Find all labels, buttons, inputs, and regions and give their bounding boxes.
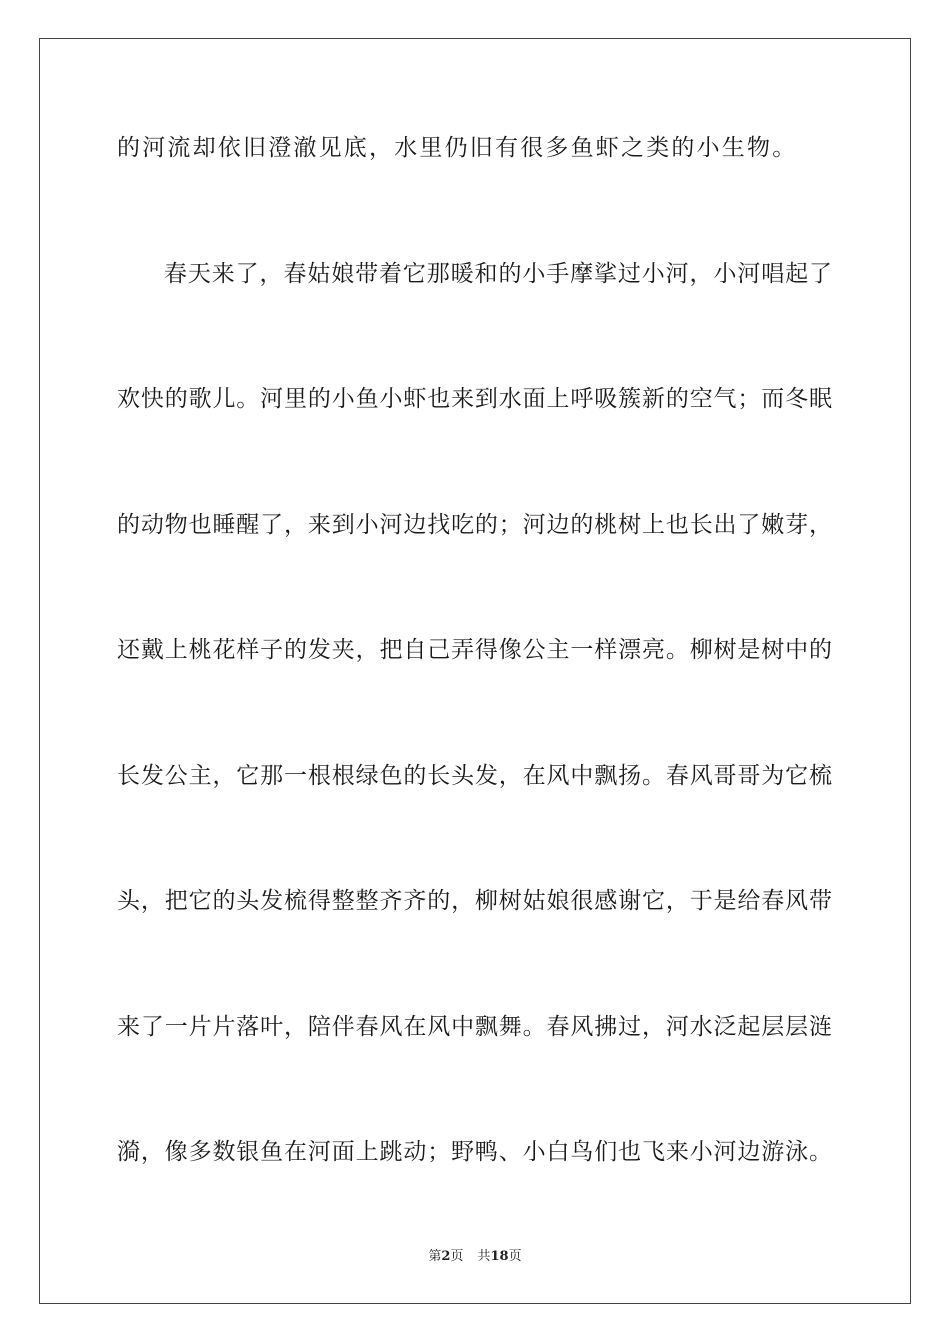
total-pages: 18 bbox=[490, 1249, 509, 1264]
page-prefix: 第 bbox=[428, 1249, 442, 1264]
paragraph-first-line: 春天来了，春姑娘带着它那暖和的小手摩挲过小河，小河唱起了 bbox=[164, 261, 832, 287]
text-line: 的河流却依旧澄澈见底，水里仍旧有很多鱼虾之类的小生物。 bbox=[117, 135, 798, 161]
text-line: 还戴上桃花样子的发夹，把自己弄得像公主一样漂亮。柳树是树中的 bbox=[117, 637, 832, 663]
total-suffix: 页 bbox=[508, 1249, 522, 1264]
page-footer bbox=[0, 1248, 950, 1266]
page-frame bbox=[39, 38, 911, 1304]
page-number: 2 bbox=[441, 1249, 451, 1264]
text-line: 的动物也睡醒了，来到小河边找吃的；河边的桃树上也长出了嫩芽， bbox=[117, 512, 832, 538]
text-line: 欢快的歌儿。河里的小鱼小虾也来到水面上呼吸簇新的空气；而冬眠 bbox=[117, 386, 832, 412]
total-prefix: 共 bbox=[477, 1249, 491, 1264]
text-line: 长发公主，它那一根根绿色的长头发，在风中飘扬。春风哥哥为它梳 bbox=[117, 763, 832, 789]
page-suffix: 页 bbox=[450, 1249, 464, 1264]
text-line: 漪，像多数银鱼在河面上跳动；野鸭、小白鸟们也飞来小河边游泳。 bbox=[117, 1139, 832, 1165]
text-line: 来了一片片落叶，陪伴春风在风中飘舞。春风拂过，河水泛起层层涟 bbox=[117, 1014, 832, 1040]
text-line: 头，把它的头发梳得整整齐齐的，柳树姑娘很感谢它，于是给春风带 bbox=[117, 888, 832, 914]
